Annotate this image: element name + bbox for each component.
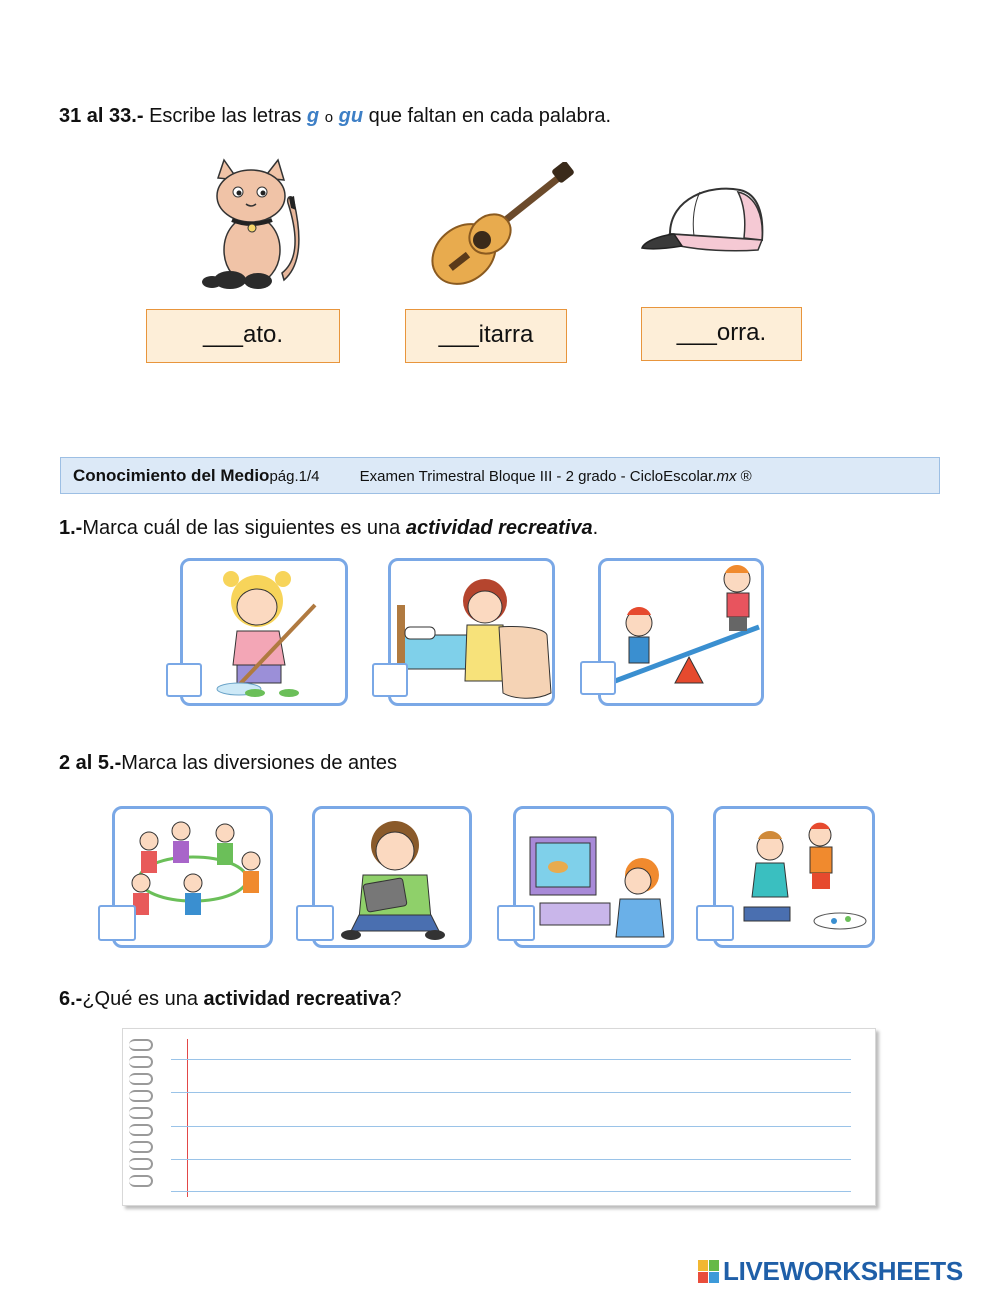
q1-checkbox-2[interactable]: [372, 663, 408, 697]
header-exam-prefix: Examen Trimestral Bloque III - 2 grado - CicloEscolar.: [359, 468, 717, 485]
q1-checkbox-3[interactable]: [580, 661, 616, 695]
q2-checkbox-4[interactable]: [696, 905, 734, 941]
q2-text: Marca las diversiones de antes: [121, 752, 397, 774]
child-videogame-image: [524, 819, 670, 943]
liveworksheets-wordmark: LIVEWORKSHEETS: [723, 1256, 963, 1286]
girl-making-bed-image: [395, 565, 553, 703]
spiral-ring: [129, 1141, 153, 1153]
header-subject: Conocimiento del Medio: [73, 466, 270, 485]
kids-holding-hands-image: [121, 821, 267, 933]
guitar-image: [418, 162, 578, 292]
q2-option-marbles: [713, 806, 875, 948]
q1-option-seesaw: [598, 558, 764, 706]
girl-mopping-image: [203, 565, 333, 701]
liveworksheets-logo: [698, 1256, 998, 1286]
header-page: pág.1/4: [269, 468, 320, 485]
kids-seesaw-image: [605, 565, 761, 703]
cat-image: [196, 158, 306, 290]
header-exam: [360, 468, 752, 485]
spiral-ring: [129, 1056, 153, 1068]
notebook-line: [171, 1191, 851, 1192]
spiral-ring: [129, 1090, 153, 1102]
q6-title: [59, 987, 401, 1011]
q1-title: [59, 516, 598, 540]
spiral-ring: [129, 1073, 153, 1085]
q2-checkbox-1[interactable]: [98, 905, 136, 941]
notebook-margin-line: [187, 1039, 188, 1197]
q2-checkbox-2[interactable]: [296, 905, 334, 941]
q2-checkbox-3[interactable]: [497, 905, 535, 941]
q2-number: 2 al 5.-: [59, 752, 122, 774]
q31-text-after: que faltan en cada palabra.: [368, 105, 612, 127]
header-exam-reg: ®: [736, 468, 752, 485]
spiral-ring: [129, 1158, 153, 1170]
q31-option-gu: gu: [338, 105, 364, 127]
q2-option-ring-game: [112, 806, 273, 948]
q1-number: 1.-: [59, 517, 83, 539]
exam-header: [60, 457, 940, 494]
liveworksheets-icon: [698, 1260, 720, 1284]
spiral-ring: [129, 1124, 153, 1136]
q6-number: 6.-: [59, 988, 83, 1010]
q1-text: Marca cuál de las siguientes es una: [82, 517, 406, 539]
q31-option-g: g: [306, 105, 320, 127]
q6-emphasis: actividad recreativa: [203, 988, 391, 1010]
spiral-ring: [129, 1175, 153, 1187]
boy-with-tablet-image: [335, 815, 455, 943]
header-exam-mx: mx: [716, 468, 737, 485]
q1-end: .: [592, 517, 599, 539]
q1-emphasis: actividad recreativa: [405, 517, 593, 539]
notebook-line: [171, 1126, 851, 1127]
notebook-line: [171, 1092, 851, 1093]
q31-number: 31 al 33.-: [59, 105, 144, 127]
notebook-line: [171, 1059, 851, 1060]
q2-option-videogame: [513, 806, 674, 948]
notebook-line: [171, 1159, 851, 1160]
kids-marbles-image: [730, 817, 870, 943]
q31-text-before: Escribe las letras: [149, 105, 302, 127]
answer-notebook[interactable]: [122, 1028, 876, 1206]
answer-box-guitarra[interactable]: ___itarra: [405, 309, 567, 363]
q31-title: [59, 104, 611, 130]
q6-end: ?: [390, 988, 402, 1010]
q31-or: o: [324, 109, 334, 126]
q1-option-bed: [388, 558, 555, 706]
q2-option-tablet: [312, 806, 472, 948]
spiral-ring: [129, 1107, 153, 1119]
q6-text: ¿Qué es una: [82, 988, 204, 1010]
q1-option-mopping: [180, 558, 348, 706]
cap-image: [640, 184, 768, 268]
answer-box-gato[interactable]: ___ato.: [146, 309, 340, 363]
spiral-ring: [129, 1039, 153, 1051]
q2-title: [59, 751, 397, 775]
answer-box-gorra[interactable]: ___orra.: [641, 307, 802, 361]
q1-checkbox-1[interactable]: [166, 663, 202, 697]
